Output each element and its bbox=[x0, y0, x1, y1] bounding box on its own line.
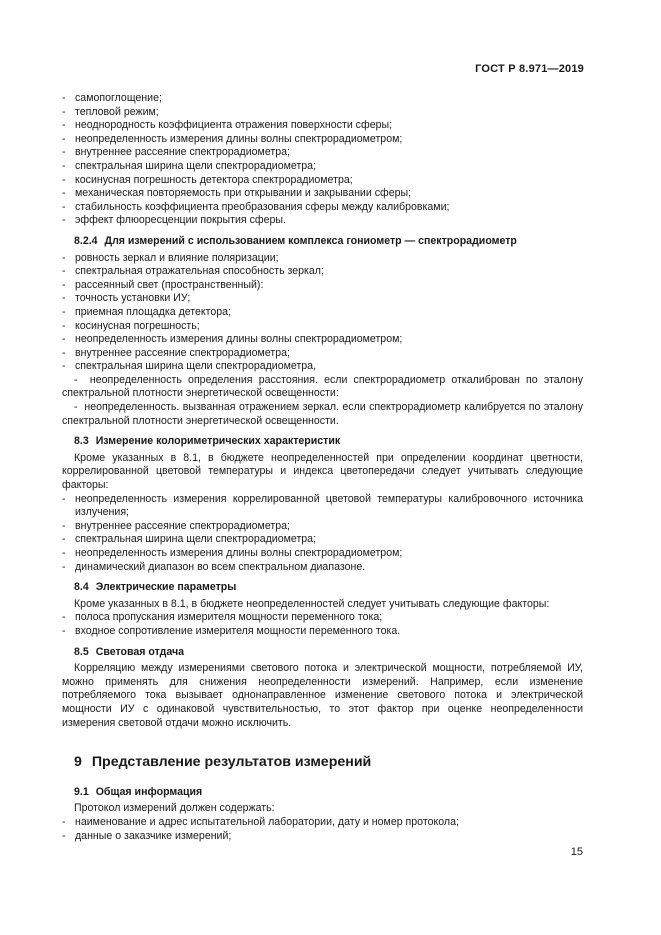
list-item: - входное сопротивление измерителя мощности переменного тока. bbox=[62, 625, 583, 639]
list-item: - механическая повторяемость при открывании и закрывании сферы; bbox=[62, 187, 583, 201]
section-intro: Протокол измерений должен содержать: bbox=[74, 802, 275, 815]
list-item: - неопределенность измерения длины волны спектрорадиометром; bbox=[62, 133, 583, 147]
section-heading-8-2-4 bbox=[74, 235, 583, 249]
list-protocol-contents bbox=[62, 816, 583, 843]
list-item: - данные о заказчике измерений; bbox=[62, 830, 583, 844]
section-title: Световая отдача bbox=[95, 645, 185, 658]
list-item: - внутреннее рассеяние спектрорадиометра; bbox=[62, 347, 583, 361]
list-item: - косинусная погрешность детектора спектрорадиометра; bbox=[62, 174, 583, 188]
list-item: - полоса пропускания измерителя мощности переменного тока; bbox=[62, 611, 583, 625]
list-item: - наименование и адрес испытательной лаборатории, дату и номер протокола; bbox=[62, 816, 583, 830]
chapter-title: Представление результатов измерений bbox=[91, 754, 372, 771]
list-item: - неопределенность. вызванная отражением зеркал. если спектрорадиометр калибруется по эталону спектральной плотности энергетической освещенности. bbox=[62, 401, 583, 427]
section-paragraph: Корреляцию между измерениями светового потока и электрической мощности, потребляемой ИУ, можно применять для снижения неопределенности измерений. Например, если изменение потребляемого тока вызывает однонаправленное изменение светового потока и электрической мощности ИУ с одинаковой чувствительностью, то этот фактор при оценке неопределенности измерения световой отдачи можно исключить. bbox=[62, 662, 583, 729]
list-item: - неоднородность коэффициента отражения поверхности сферы; bbox=[62, 119, 583, 133]
section-title: Измерение колориметрических характеристик bbox=[95, 435, 341, 448]
section-heading-8-4 bbox=[74, 581, 583, 595]
list-item: - неопределенность измерения коррелированной цветовой температуры калибровочного источника излучения; bbox=[62, 493, 583, 520]
list-item: - неопределенность измерения длины волны спектрорадиометром; bbox=[62, 333, 583, 347]
list-item: - неопределенность определения расстояния. если спектрорадиометр откалиброван по эталону спектральной плотности энергетической освещенности: bbox=[62, 373, 583, 400]
list-item: - стабильность коэффициента преобразования сферы между калибровками; bbox=[62, 201, 583, 215]
section-number: 9.1 bbox=[74, 785, 89, 798]
section-heading-8-5 bbox=[74, 646, 583, 660]
list-uncertainty-sphere bbox=[62, 92, 583, 228]
section-number: 8.4 bbox=[74, 581, 89, 594]
list-item: - неопределенность измерения длины волны спектрорадиометром; bbox=[62, 547, 583, 561]
section-number: 8.5 bbox=[74, 645, 89, 658]
list-item: - спектральная отражательная способность зеркал; bbox=[62, 265, 583, 279]
section-number: 8.3 bbox=[74, 435, 89, 448]
section-intro: Кроме указанных в 8.1, в бюджете неопределенностей следует учитывать следующие факторы: bbox=[74, 597, 550, 610]
section-title: Для измерений с использованием комплекса гониометр — спектрорадиометр bbox=[104, 234, 517, 247]
document-header: ГОСТ Р 8.971—2019 bbox=[475, 63, 584, 75]
list-item: - спектральная ширина щели спектрорадиометра; bbox=[62, 160, 583, 174]
chapter-number: 9 bbox=[74, 754, 82, 771]
list-item: - эффект флюоресценции покрытия сферы. bbox=[62, 214, 583, 228]
list-colorimetric-factors bbox=[62, 493, 583, 575]
section-heading-8-3 bbox=[74, 435, 583, 449]
page-number: 15 bbox=[570, 846, 583, 858]
list-item: - спектральная ширина щели спектрорадиометра; bbox=[62, 533, 583, 547]
list-item: - рассеянный свет (пространственный): bbox=[62, 279, 583, 293]
chapter-heading-9 bbox=[74, 756, 583, 770]
page-content bbox=[62, 92, 583, 843]
list-goniometer-factors bbox=[62, 252, 583, 429]
list-item: - спектральная ширина щели спектрорадиометра, bbox=[62, 360, 583, 374]
section-heading-9-1 bbox=[74, 786, 583, 800]
list-item: - внутреннее рассеяние спектрорадиометра; bbox=[62, 520, 583, 534]
list-item: - динамический диапазон во всем спектральном диапазоне. bbox=[62, 561, 583, 575]
section-number: 8.2.4 bbox=[74, 234, 98, 247]
section-intro: Кроме указанных в 8.1, в бюджете неопределенностей при определении координат цветности, коррелированной цветовой температуры и индекса цветопередачи следует учитывать следующие факторы: bbox=[62, 451, 583, 492]
list-item: - точность установки ИУ; bbox=[62, 292, 583, 306]
list-item: - внутреннее рассеяние спектрорадиометра; bbox=[62, 146, 583, 160]
list-item: - косинусная погрешность; bbox=[62, 320, 583, 334]
list-item: - ровность зеркал и влияние поляризации; bbox=[62, 252, 583, 266]
section-title: Электрические параметры bbox=[95, 581, 237, 594]
list-item: - самопоглощение; bbox=[62, 92, 583, 106]
list-item: - тепловой режим; bbox=[62, 106, 583, 120]
section-title: Общая информация bbox=[95, 785, 203, 798]
list-electrical-factors bbox=[62, 611, 583, 638]
list-item: - приемная площадка детектора; bbox=[62, 306, 583, 320]
